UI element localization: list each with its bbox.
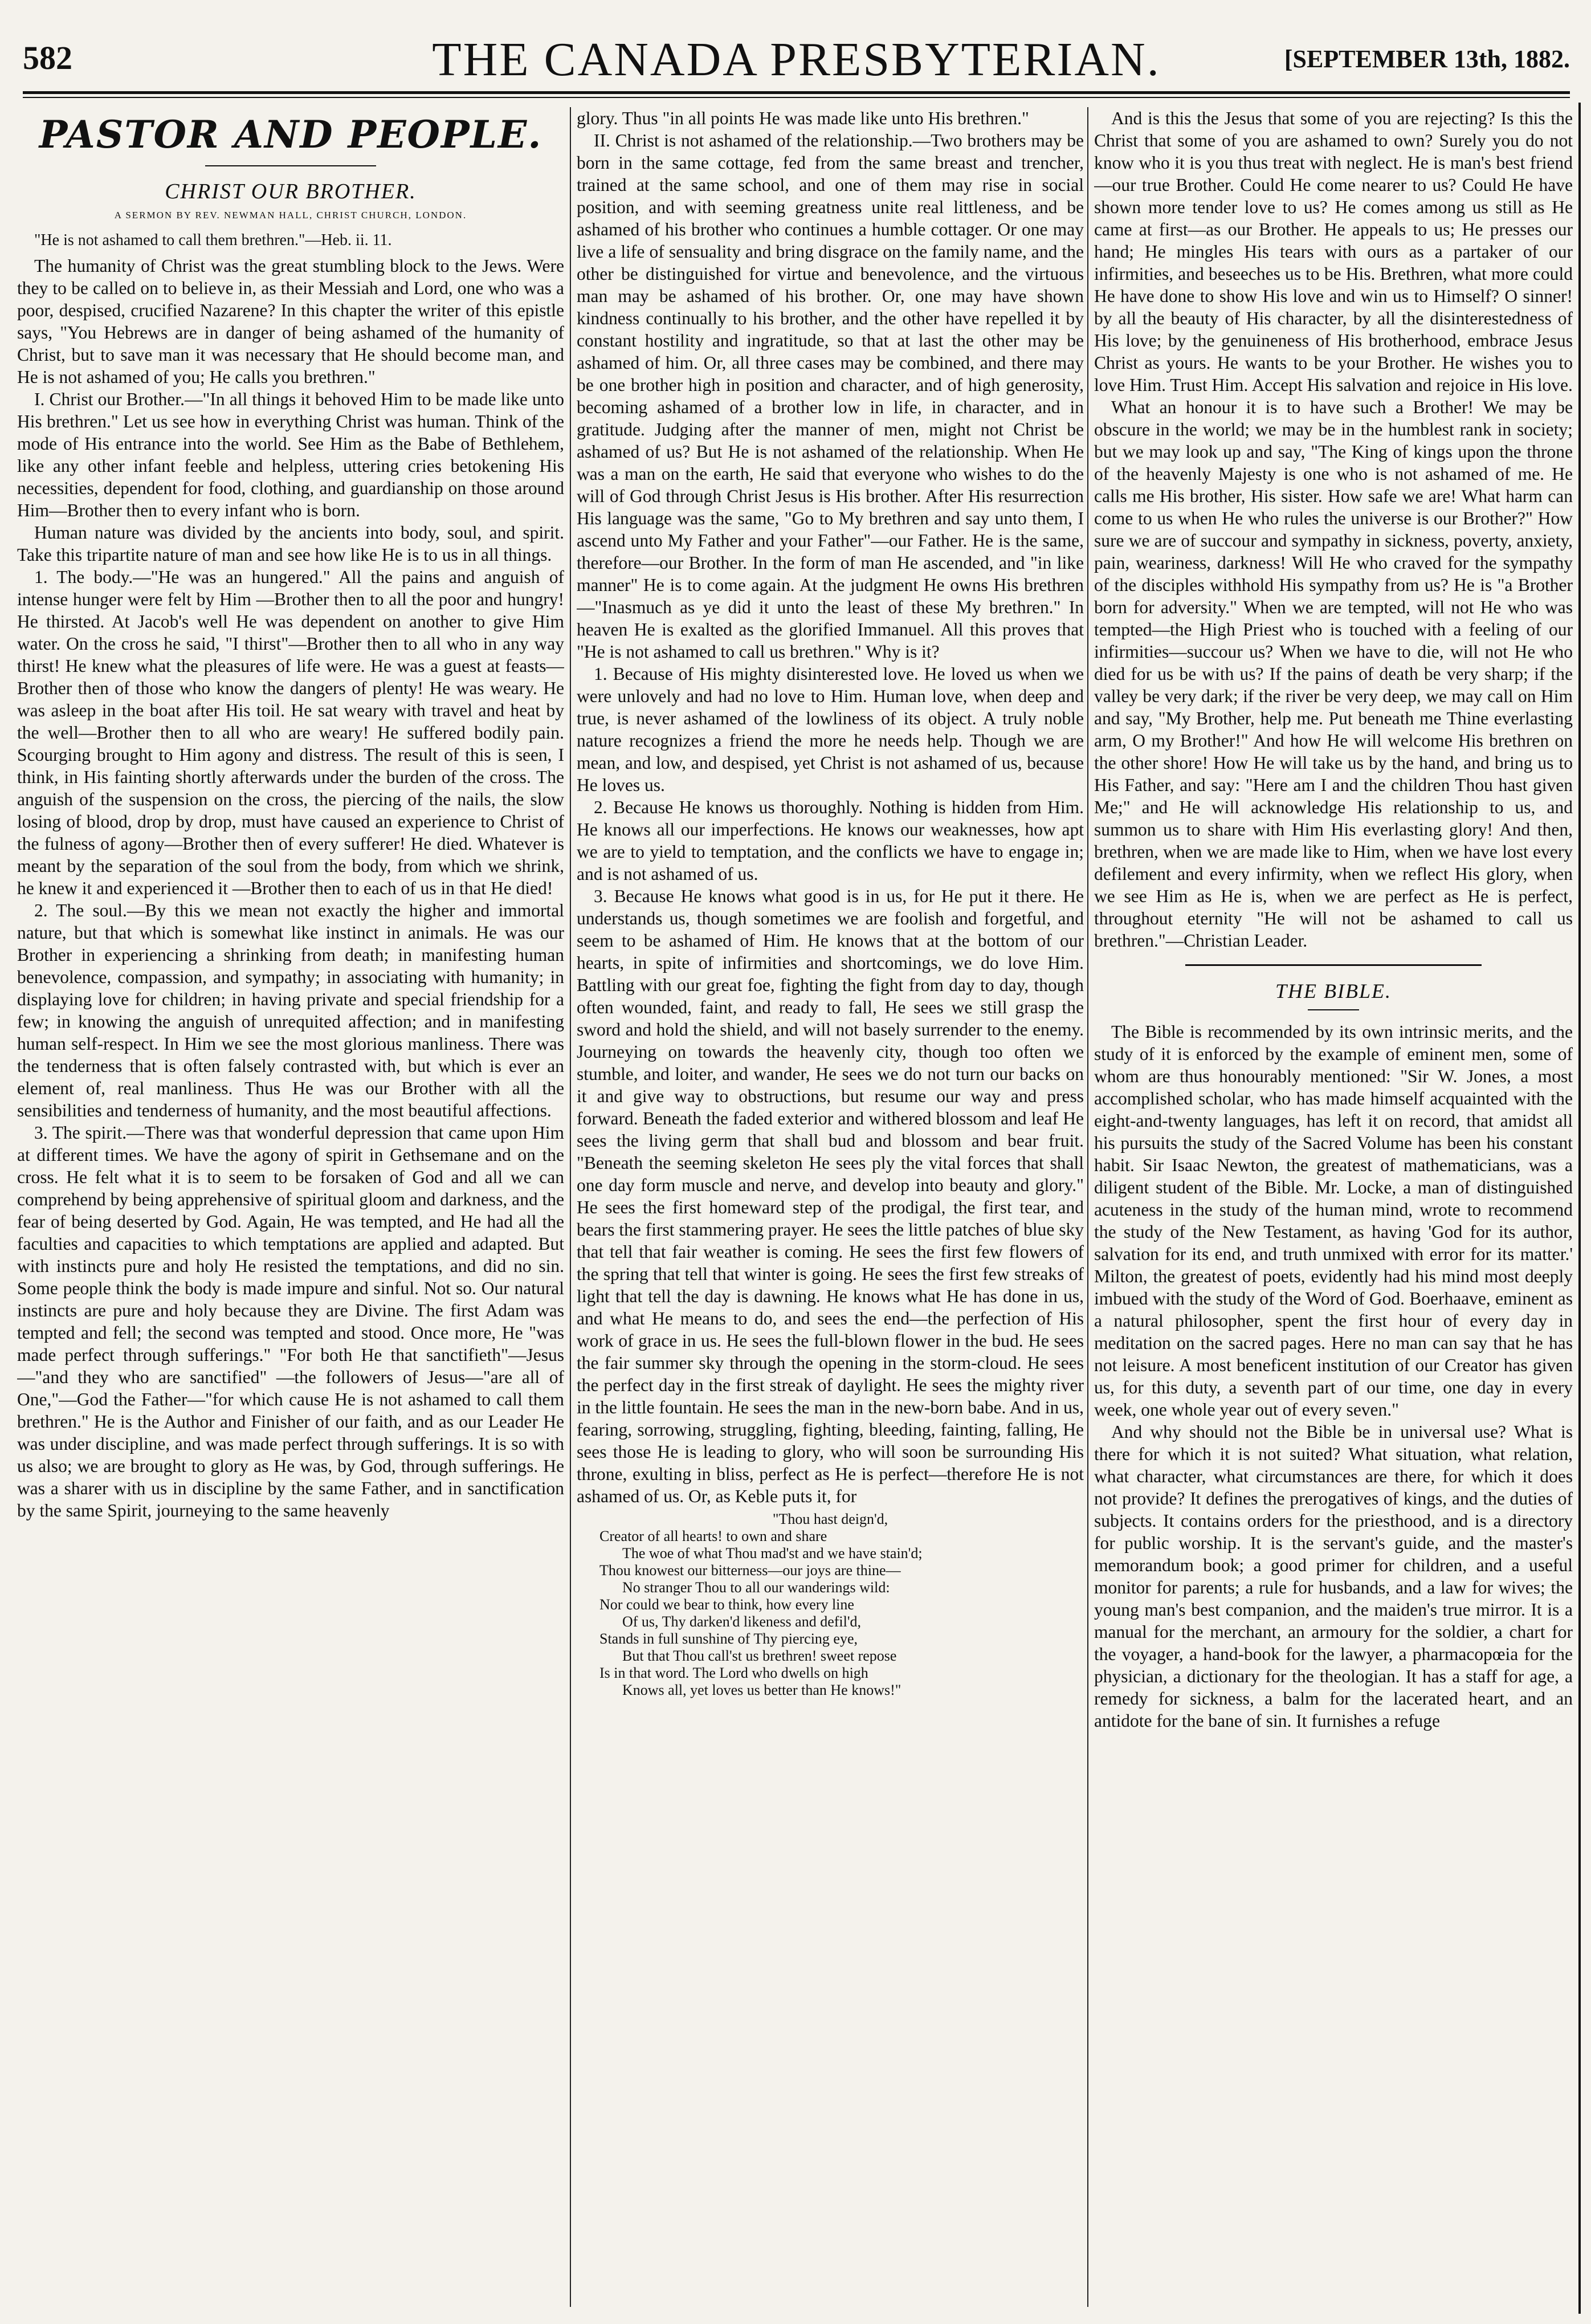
epigraph: "He is not ashamed to call them brethren."—Heb. ii. 11.	[34, 231, 392, 249]
keble-poem	[577, 1511, 1084, 1699]
poem-line: Is in that word. The Lord who dwells on high	[599, 1665, 868, 1681]
paragraph: The Bible is recommended by its own intrinsic merits, and the study of it is enforced by the example of eminent men, some of whom are thus honourably mentioned: "Sir W. Jones, a most accomplished scholar, who has made himself acquainted with the eight-and-twenty languages, has left it on record, that amidst all his pursuits the study of the Sacred Volume has been his constant habit. Sir Isaac Newton, the greatest of mathematicians, was a diligent student of the Bible. Mr. Locke, a man of distinguished acuteness in the study of the human mind, wrote to recommend the study of the New Testament, as having 'God for its author, salvation for its end, and truth unmixed with error for its matter.' Milton, the greatest of poets, evidently had his mind most deeply imbued with the study of the Word of God. Boerhaave, eminent as a natural philosopher, spent the first hour of every day in meditation on the sacred pages. Here no man can say that he has not leisure. A most beneficent institution of our Creator has given us, for this duty, a seventh part of our time, one day in every week, one whole year out of every seven."	[1094, 1022, 1573, 1420]
column-2	[577, 107, 1084, 2307]
header-rule	[23, 91, 1570, 98]
paragraph: What an honour it is to have such a Brother! We may be obscure in the world; we may be in the humblest rank in society; but we may look up and say, "The King of kings upon the throne of the heavenly Majesty is one who is not ashamed of me. He calls me His brother, His sister. How safe we are! What harm can come to us when He who rules the universe is our Brother?" How sure we are of succour and sympathy in sickness, poverty, anxiety, pain, weariness, darkness! Will He who craved for the sympathy of the disciples withhold His sympathy from us? He is "a Brother born for adversity." When we are tempted, will not He who was tempted—the High Priest who is touched with a feeling of our infirmities—succour us? When we have to die, will not He who died for us be with us? If the pains of death be very sharp; if the valley be very dark; if the river be very deep, we may call on Him and say, "My Brother, help me. Put beneath me Thine everlasting arm, O my Brother!" And how He will welcome His brethren on the other shore! How He will take us by the hand, and bring us to His Father, and say: "Here am I and the children Thou hast given Me;" and He will acknowledge His relationship to us, and summon us to share with Him His everlasting glory! And then, brethren, when we are made like to Him, when we have lost every defilement and every infirmity, when we reflect His glory, when we see Him as He is, when we are perfect as He is perfect, throughout eternity "He will not be ashamed to call us brethren."—Christian Leader.	[1094, 397, 1573, 951]
article-byline: A SERMON BY REV. NEWMAN HALL, CHRIST CHURCH, LONDON.	[114, 210, 467, 221]
paragraph: 3. Because He knows what good is in us, for He put it there. He understands us, though sometimes we are foolish and forgetful, and seem to be ashamed of Him. He knows that at the bottom of our hearts, in spite of infirmities and shortcomings, we do love Him. Battling with our great foe, fighting the fight from day to day, though often wounded, faint, and ready to fall, He sees we still grasp the sword and hold the shield, and will not basely surrender to the enemy. Journeying on towards the heavenly city, though too often we stumble, and loiter, and wander, He sees we do not turn our backs on it and give way to obstructions, but resume our way and press forward. Beneath the faded exterior and withered blossom and leaf He sees the living germ that shall bud and blossom and bear fruit. "Beneath the seeming skeleton He sees ply the vital forces that shall one day form muscle and nerve, and develop into beauty and glory." He sees the first homeward step of the prodigal, the first tear, and bears the first stammering prayer. He sees the little patches of blue sky that tell that fair weather is coming. He sees the first few flowers of the spring that tell that winter is going. He sees the first few streaks of light that tell the day is dawning. He knows what He has done in us, and what He means to do, and sees the end—the perfection of His work of grace in us. He sees the full-blown flower in the bud. He sees the fair summer sky through the opening in the storm-cloud. He sees the perfect day in the first streak of daylight. He sees the mighty river in the little fountain. He sees the man in the new-born babe. And in us, fearing, sorrowing, struggling, fighting, bleeding, fainting, falling, He sees those He is leading to glory, who will soon be surrounding His throne, exulting in bliss, perfect as He is perfect—therefore He is not ashamed of us. Or, as Keble puts it, for	[577, 886, 1084, 1506]
column-1	[17, 107, 564, 2307]
poem-line: Of us, Thy darken'd likeness and defil'd,	[622, 1613, 862, 1630]
paragraph: Human nature was divided by the ancients into body, soul, and spirit. Take this tripartite nature of man and see how like He is to us in all things.	[17, 523, 564, 565]
section-divider	[1185, 964, 1482, 966]
paragraph: The humanity of Christ was the great stumbling block to the Jews. Were they to be called on to believe in, as their Messiah and Lord, one who was a poor, despised, crucified Nazarene? In this chapter the writer of this epistle says, "You Hebrews are in danger of being ashamed of the humanity of Christ, but to save man it was necessary that He should become man, and He is not ashamed of you; He calls you brethren."	[17, 256, 564, 387]
paragraph: And is this the Jesus that some of you are rejecting? Is this the Christ that some of you are ashamed to own? Surely you do not know who it is you thus treat with neglect. He is man's best friend —our true Brother. Could He come nearer to us? Could He have shown more tender love to us? He comes among us still as He came at first—as our Brother. He appeals to us; He presses our hand; He mingles His tears with ours as a partaker of our infirmities, and beseeches us to be His. Brethren, what more could He have done to show His love and win us to Himself? O sinner! by all the beauty of His character, by all the disinterestedness of His love; by the genuineness of His brotherhood, embrace Jesus Christ as yours. He wants to be your Brother. He wishes you to love Him. Trust Him. Accept His salvation and rejoice in His love.	[1094, 108, 1573, 395]
paragraph: 1. The body.—"He was an hungered." All the pains and anguish of intense hunger were felt by Him —Brother then to all the poor and hungry! He thirsted. At Jacob's well He was dependent on another to give Him water. On the cross he said, "I thirst"—Brother then to all who in any way thirst! He knew what the pleasures of life were. He was a guest at feasts—Brother then of those who know the dangers of plenty! He was weary. He was asleep in the boat after His toil. He sat weary with travel and heat by the well—Brother then to all who are weary! He suffered bodily pain. Scourging brought to Him agony and distress. The result of this is seen, I think, in His fainting shortly afterwards under the burden of the cross. The anguish of the suspension on the cross, the piercing of the nails, the slow losing of blood, drop by drop, must have caused an experience to Christ of the fulness of agony—Brother then of every sufferer! He died. Whatever is meant by the separation of the soul from the body, from which we shrink, he knew it and experienced it —Brother then to each of us in that He died!	[17, 567, 564, 898]
paragraph: 2. The soul.—By this we mean not exactly the higher and immortal nature, but that which is somewhat like instinct in animals. He was our Brother in experiencing a shrinking from death; in manifesting human benevolence, compassion, and sympathy; in associating with humanity; in displaying love for children; in having private and special friendship for a few; in knowing the anguish of unrequited affection; and in manifesting human self-respect. In Him we see the most glorious manliness. There was the tenderness that is often falsely contrasted with, but which is ever an element of, real manliness. Thus He was our Brother with all the sensibilities and tenderness of humanity, and the most beautiful affections.	[17, 900, 564, 1120]
poem-line: Knows all, yet loves us better than He knows!"	[622, 1682, 901, 1698]
article-title: CHRIST OUR BROTHER.	[165, 180, 417, 203]
issue-date: [SEPTEMBER 13th, 1882.	[1284, 45, 1570, 73]
paragraph: And why should not the Bible be in universal use? What is there for which it is not suited? What situation, what relation, what character, what circumstances are there, for which it does not provide? It defines the prerogatives of kings, and the duties of subjects. It contains orders for the priesthood, and is a directory for public worship. It is the servant's guide, and the master's memorandum book; a good primer for children, and a useful monitor for parents; a rule for husbands, and a law for wives; the young man's best companion, and the maiden's true mirror. It is a manual for the merchant, an armoury for the soldier, a chart for the voyager, a hand-book for the lawyer, a pharmacopœia for the physician, a dictionary for the theologian. It has a staff for age, a remedy for sickness, a balm for the lacerated heart, and an antidote for the bane of sin. It furnishes a refuge	[1094, 1422, 1573, 1731]
column-3	[1094, 107, 1573, 2307]
poem-line: But that Thou call'st us brethren! sweet repose	[622, 1648, 897, 1664]
heading-rule	[205, 165, 376, 166]
page-number: 582	[23, 39, 72, 76]
title-underline	[1308, 1009, 1359, 1010]
poem-line: Nor could we bear to think, how every line	[599, 1596, 854, 1613]
poem-line: Stands in full sunshine of Thy piercing eye,	[599, 1630, 858, 1647]
paragraph: glory. Thus "in all points He was made like unto His brethren."	[577, 108, 1029, 128]
paragraph: 3. The spirit.—There was that wonderful depression that came upon Him at different times. We have the agony of spirit in Gethsemane and on the cross. He felt what it is to seem to be forsaken of God and all we can comprehend by being apprehensive of spiritual gloom and darkness, and the fear of being deserted by God. Again, He was tempted, and He had all the faculties and capacities to which temptations are applied and adapted. But with instincts pure and holy He resisted the temptations, and did no sin. Some people think the body is made impure and sinful. Not so. Our natural instincts are pure and holy because they are Divine. The first Adam was tempted and fell; the second was tempted and stood. Once more, He "was made perfect through sufferings." "For both He that sanctifieth"—Jesus—"and they who are sanctified" —the followers of Jesus—"are all of One,"—God the Father—"for which cause He is not ashamed to call them brethren." He is the Author and Finisher of our faith, and as our Leader He was under discipline, and was made perfect through sufferings. It is so with us also; we are brought to glory as He was, by God, through sufferings. He was a sharer with us in discipline by the same Father, and in sanctification by the same Spirit, journeying to the same heavenly	[17, 1123, 564, 1520]
poem-line: Thou knowest our bitterness—our joys are thine—	[599, 1562, 901, 1579]
poem-line: Creator of all hearts! to own and share	[599, 1528, 827, 1544]
paragraph: 1. Because of His mighty disinterested love. He loved us when we were unlovely and had no love to Him. Human love, when deep and true, is never ashamed of the lowliness of its object. A truly noble nature recognizes a friend the more he needs help. Though we are mean, and low, and despised, yet Christ is not ashamed of us, because He loves us.	[577, 664, 1084, 795]
column-divider	[1087, 107, 1088, 2307]
page-header	[23, 27, 1570, 91]
masthead: THE CANADA PRESBYTERIAN.	[432, 33, 1161, 86]
department-heading: PASTOR AND PEOPLE.	[39, 112, 542, 157]
page-edge-rule	[1578, 103, 1581, 2314]
paragraph: II. Christ is not ashamed of the relationship.—Two brothers may be born in the same cottage, fed from the same breast and trencher, trained at the same school, and one of them may rise in social position, and with seeming greatness unite real littleness, and be ashamed of his brother who continues a humble cottager. Or one may live a life of sensuality and bring disgrace on the family name, and the other be distinguished for virtue and benevolence, and the virtuous man may be ashamed of his brother. Or, one may have shown kindness continually to his brother, and the other have repelled it by constant hostility and ingratitude, so that at last the other may be ashamed of him. Or, all three cases may be combined, and there may be one brother high in position and character, and of high generosity, becoming ashamed of a brother low in life, in character, and in gratitude. Judging after the manner of men, might not Christ be ashamed of us? But He is not ashamed of the relationship. When He was a man on the earth, He said that everyone who wishes to do the will of God through Christ Jesus is His brother. After His resurrection His language was the same, "Go to My brethren and say unto them, I ascend unto My Father and your Father"—our Father. He is the same, therefore—our Brother. In the form of man He ascended, and "in like manner" He is to come again. At the judgment He owns His brethren —"Inasmuch as ye did it unto the least of these My brethren." In heaven He is exalted as the glorified Immanuel. All this proves that "He is not ashamed to call us brethren." Why is it?	[577, 131, 1084, 662]
paragraph: I. Christ our Brother.—"In all things it behoved Him to be made like unto His brethren." Let us see how in everything Christ was human. Think of the mode of His entrance into the world. See Him as the Babe of Bethlehem, like any other infant feeble and helpless, uttering cries betokening His necessities, dependent for food, clothing, and guardianship on those around Him—Brother then to every infant who is born.	[17, 389, 564, 520]
poem-line: No stranger Thou to all our wanderings wild:	[622, 1579, 890, 1596]
paragraph: 2. Because He knows us thoroughly. Nothing is hidden from Him. He knows all our imperfections. He knows our weaknesses, how apt we are to yield to temptation, and the conflicts we have to engage in; and is not ashamed of us.	[577, 797, 1084, 884]
column-divider	[570, 107, 571, 2307]
section-title-bible: THE BIBLE.	[1275, 980, 1392, 1002]
poem-line: The woe of what Thou mad'st and we have stain'd;	[622, 1545, 923, 1561]
poem-line: "Thou hast deign'd,	[772, 1511, 888, 1527]
